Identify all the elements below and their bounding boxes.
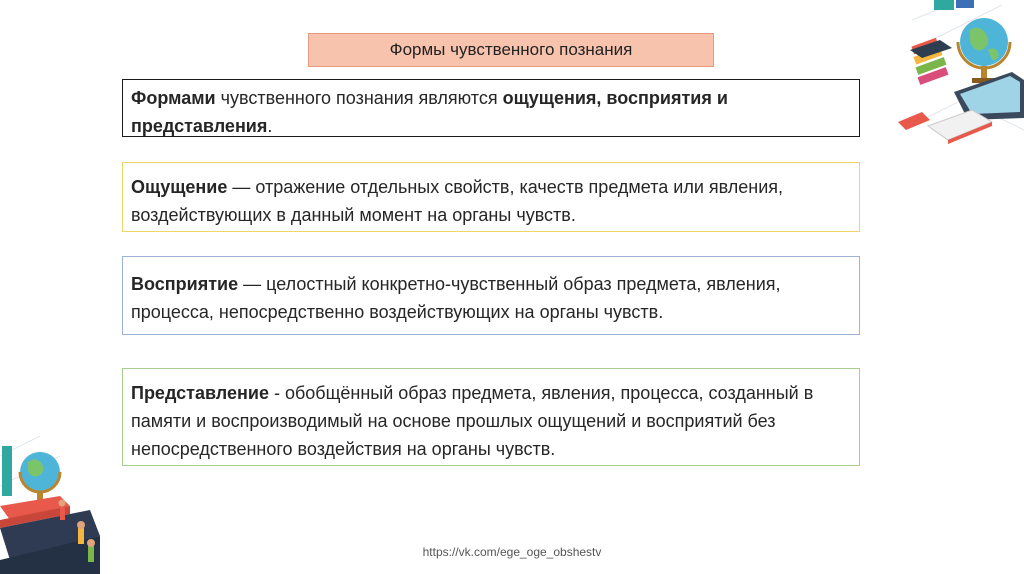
sensation-card: [122, 162, 860, 232]
perception-term: Восприятие: [131, 274, 239, 294]
sensation-term: Ощущение: [131, 177, 228, 197]
definition-text-1: чувственного познания являются: [215, 88, 503, 108]
slide-title: [308, 33, 714, 67]
definition-bold-2: ощущения, восприятия и представления: [131, 88, 728, 136]
definition-text-2: .: [267, 116, 273, 136]
perception-card: [122, 256, 860, 335]
globe-books-laptop-illustration: [892, 0, 1024, 150]
representation-card: [122, 368, 860, 466]
definition-card: [122, 79, 860, 137]
definition-bold-1: Формами: [131, 88, 216, 108]
representation-term: Представление: [131, 383, 269, 403]
slide-title-text: Формы чувственного познания: [389, 40, 633, 59]
sensation-text: — отражение отдельных свойств, качеств предмета или явления, воздействующих в данный момент на органы чувств.: [131, 177, 784, 225]
perception-text: — целостный конкретно-чувственный образ предмета, явления, процесса, непосредственно воздействующих на органы чувств.: [131, 274, 781, 322]
globe-books-people-illustration: [0, 436, 100, 574]
footer-link[interactable]: https://vk.com/ege_oge_obshestv: [422, 545, 602, 559]
representation-text: - обобщённый образ предмета, явления, процесса, созданный в памяти и воспроизводимый на основе прошлых ощущений и восприятий без непосредственного воздействия на органы чувств.: [131, 383, 814, 459]
